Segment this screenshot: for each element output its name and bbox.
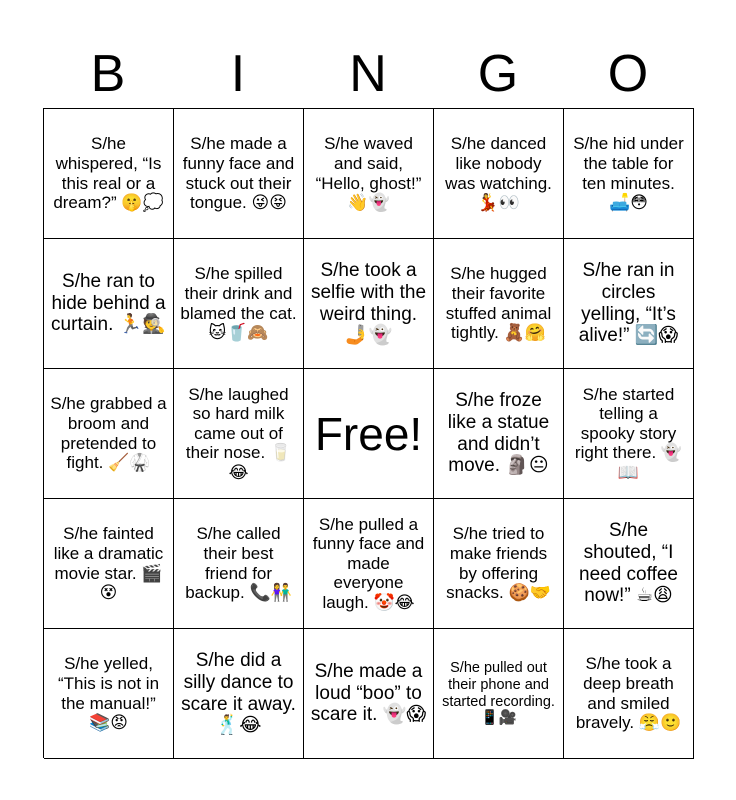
bingo-cell[interactable] [44, 629, 174, 759]
cell-text: S/he fainted like a dramatic movie star. 🎬😵 [53, 524, 164, 603]
bingo-cell[interactable] [434, 109, 564, 239]
bingo-cell[interactable] [304, 629, 434, 759]
bingo-cell[interactable] [434, 369, 564, 499]
header-letter-o: O [607, 45, 649, 103]
cell-text: S/he ran to hide behind a curtain. 🏃🕵️ [51, 270, 166, 336]
cell-text: S/he started telling a spooky story right there. 👻📖 [574, 384, 683, 482]
free-space-label: Free! [314, 407, 423, 460]
header-letter-g: G [477, 45, 519, 103]
bingo-cell[interactable] [304, 239, 434, 369]
cell-text: S/he took a deep breath and smiled bravely. 😤🙂 [575, 654, 682, 733]
bingo-cell[interactable] [44, 499, 174, 629]
cell-text: S/he pulled out their phone and started recording. 📱🎥 [442, 660, 555, 727]
bingo-cell[interactable] [564, 109, 694, 239]
cell-text: S/he took a selfie with the weird thing. 🤳👻 [310, 259, 427, 347]
bingo-cell[interactable] [564, 369, 694, 499]
cell-text: S/he made a loud “boo” to scare it. 👻😱 [310, 660, 427, 726]
header-letter-i: I [230, 45, 246, 103]
header-letter-n: N [349, 45, 387, 103]
bingo-cell[interactable] [174, 239, 304, 369]
bingo-cell[interactable] [174, 109, 304, 239]
cell-text: S/he pulled a funny face and made everyone laugh. 🤡😂 [312, 514, 425, 612]
bingo-cell[interactable] [174, 369, 304, 499]
bingo-cell[interactable] [304, 109, 434, 239]
free-space-cell[interactable] [304, 369, 434, 499]
cell-text: S/he made a funny face and stuck out their tongue. 😜😝 [182, 134, 295, 213]
cell-text: S/he did a silly dance to scare it away. 🕺😂 [181, 649, 296, 737]
header-letter-b: B [90, 45, 126, 103]
cell-text: S/he hugged their favorite stuffed animal tightly. 🧸🤗 [445, 264, 552, 343]
cell-text: S/he danced like nobody was watching. 💃👀 [445, 134, 552, 213]
bingo-cell[interactable] [174, 629, 304, 759]
bingo-cell[interactable] [564, 239, 694, 369]
cell-text: S/he shouted, “I need coffee now!” ☕😩 [579, 519, 678, 607]
cell-text: S/he grabbed a broom and pretended to fight. 🧹🥋 [50, 394, 167, 473]
bingo-cell[interactable] [44, 239, 174, 369]
bingo-cell[interactable] [564, 499, 694, 629]
bingo-header [43, 40, 693, 108]
cell-text: S/he yelled, “This is not in the manual!” 📚😡 [57, 654, 160, 733]
bingo-cell[interactable] [564, 629, 694, 759]
bingo-cell[interactable] [44, 369, 174, 499]
cell-text: S/he hid under the table for ten minutes. 🛋️😳 [573, 134, 684, 213]
bingo-cell[interactable] [434, 629, 564, 759]
cell-text: S/he waved and said, “Hello, ghost!” 👋👻 [315, 134, 422, 213]
bingo-cell[interactable] [304, 499, 434, 629]
bingo-cell[interactable] [174, 499, 304, 629]
bingo-cell[interactable] [434, 239, 564, 369]
bingo-cell[interactable] [434, 499, 564, 629]
bingo-board [43, 108, 694, 758]
cell-text: S/he ran in circles yelling, “It’s alive!” 🔄😱 [578, 259, 679, 347]
cell-text: S/he whispered, “Is this real or a dream?” 🤫💭 [53, 134, 164, 213]
cell-text: S/he laughed so hard milk came out of their nose. 🥛😂 [185, 384, 292, 482]
cell-text: S/he called their best friend for backup. 📞👫 [185, 524, 292, 603]
bingo-cell[interactable] [44, 109, 174, 239]
cell-text: S/he tried to make friends by offering snacks. 🍪🤝 [446, 524, 551, 603]
cell-text: S/he spilled their drink and blamed the cat. 🐱🥤🙈 [180, 264, 297, 343]
cell-text: S/he froze like a statue and didn’t move. 🗿😐 [447, 389, 550, 477]
